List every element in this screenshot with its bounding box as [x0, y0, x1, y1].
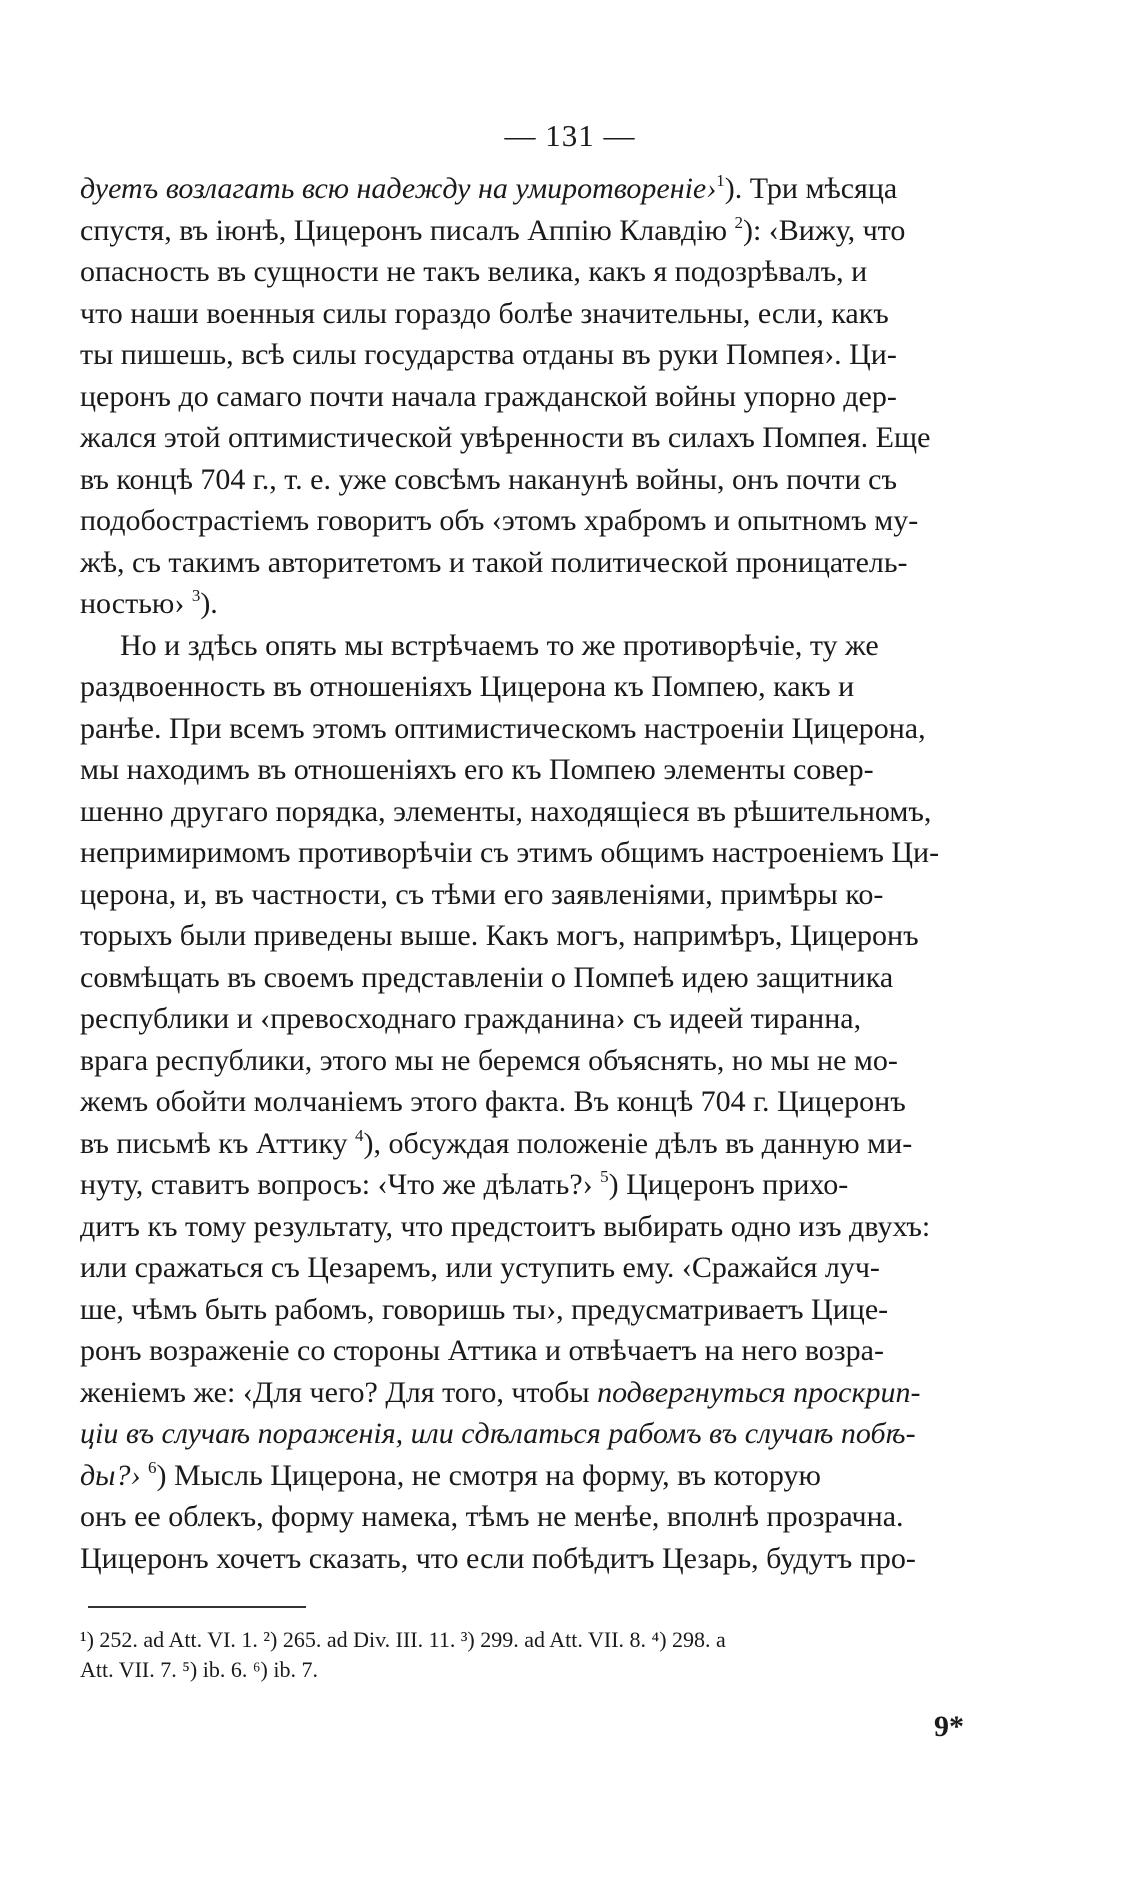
text-line: ты пишешь, всѣ силы государства отданы въ руки Помпея›. Ци- — [80, 338, 897, 371]
text-line: опасность въ сущности не такъ велика, какъ я подозрѣвалъ, и — [80, 255, 868, 288]
footnotes — [80, 1625, 1012, 1685]
text-line: церонъ до самаго почти начала гражданской войны упорно дер- — [80, 379, 897, 413]
text-line: дуетъ возлагать всю надежду на умиротвореніе›$^1$). Три мѣсяца — [80, 171, 898, 205]
text-line: торыхъ были приведены выше. Какъ могъ, напримѣръ, Цицеронъ — [80, 919, 919, 952]
footnote-ref: 2 — [734, 212, 743, 232]
text-line: въ концѣ 704 г., т. е. уже совсѣмъ наканунѣ войны, онъ почти съ — [80, 462, 897, 496]
text-line: непримиримомъ противорѣчіи съ этимъ общимъ настроеніемъ Ци- — [80, 836, 940, 869]
text-line: ронъ возраженіе со стороны Аттика и отвѣчаетъ на него возра- — [80, 1334, 884, 1367]
paragraph-1 — [80, 168, 1012, 625]
footnote-divider — [88, 1606, 306, 1608]
text-line: раздвоенность въ отношеніяхъ Цицерона къ Помпею, какъ и — [80, 670, 855, 703]
footnote-ref: 6 — [147, 1457, 157, 1477]
text-line: онъ ее облекъ, форму намека, тѣмъ не менѣе, вполнѣ прозрачна. — [80, 1500, 904, 1533]
text-line: республики и ‹превосходнаго гражданина› съ идеей тиранна, — [80, 1002, 862, 1035]
text-line: жемъ обойти молчаніемъ этого факта. Въ концѣ 704 г. Цицеронъ — [80, 1085, 906, 1118]
main-text — [80, 168, 1012, 1579]
footnote-ref: 1 — [716, 171, 725, 190]
paragraph-2 — [80, 625, 1012, 1580]
text-line: мы находимъ въ отношеніяхъ его къ Помпею элементы совер- — [80, 753, 874, 786]
text-line: что наши военныя силы гораздо болѣе значительны, если, какъ — [80, 296, 889, 330]
text-line: спустя, въ іюнѣ, Цицеронъ писалъ Аппію Клавдію $^2$): ‹Вижу, что — [80, 212, 906, 247]
text-line: Цицеронъ хочетъ сказать, что если побѣдитъ Цезарь, будутъ про- — [80, 1541, 916, 1575]
signature-mark: 9* — [934, 1710, 964, 1743]
text-line: ды?› $^6$) Мысль Цицерона, не смотря на форму, въ которую — [80, 1457, 821, 1492]
footnote-ref: 4 — [355, 1125, 364, 1145]
text-line: ціи въ случаѣ пораженія, или сдѣлаться рабомъ въ случаѣ побѣ- — [80, 1417, 916, 1450]
footnote-ref: 3 — [191, 586, 201, 605]
text-line: ше, чѣмъ быть рабомъ, говоришь ты›, предусматриваетъ Цице- — [80, 1292, 889, 1326]
text-line: или сражаться съ Цезаремъ, или уступить ему. ‹Сражайся луч- — [80, 1251, 880, 1284]
text-line: ранѣе. При всемъ этомъ оптимистическомъ настроеніи Цицерона, — [80, 711, 926, 745]
text-line: Но и здѣсь опять мы встрѣчаемъ то же противорѣчіе, ту же — [120, 628, 879, 662]
text-line: шенно другаго порядка, элементы, находящіеся въ рѣшительномъ, — [80, 794, 932, 828]
text-line: подобострастіемъ говоритъ объ ‹этомъ храбромъ и опытномъ му- — [80, 504, 919, 537]
text-line: женіемъ же: ‹Для чего? Для того, чтобы подвергнуться проскрип- — [80, 1375, 921, 1409]
footnote-line: Att. VII. 7. ⁵) ib. 6. ⁶) ib. 7. — [80, 1657, 318, 1682]
text-line: врага республики, этого мы не беремся объяснять, но мы не мо- — [80, 1043, 898, 1077]
text-line: совмѣщать въ своемъ представленіи о Помпеѣ идею защитника — [80, 960, 894, 994]
footnote-line: ¹) 252. ad Att. VI. 1. ²) 265. ad Div. III. 11. ³) 299. ad Att. VII. 8. ⁴) 298. a — [80, 1627, 726, 1652]
text-line: церона, и, въ частности, съ тѣми его заявленіями, примѣры ко- — [80, 877, 884, 911]
text-line: жѣ, съ такимъ авторитетомъ и такой политической проницатель- — [80, 545, 908, 579]
text-line: жался этой оптимистической увѣренности въ силахъ Помпея. Еще — [80, 421, 931, 454]
footnote-ref: 5 — [600, 1167, 609, 1186]
text-line: ностью› $^3$). — [80, 586, 218, 620]
text-line: дитъ къ тому результату, что предстоитъ выбирать одно изъ двухъ: — [80, 1209, 931, 1243]
text-line: нуту, ставитъ вопросъ: ‹Что же дѣлать?› $^5$) Цицеронъ прихо- — [80, 1167, 849, 1201]
text-line: въ письмѣ къ Аттику $^4$), обсуждая положеніе дѣлъ въ данную ми- — [80, 1125, 913, 1160]
page-number: — 131 — — [504, 118, 636, 153]
